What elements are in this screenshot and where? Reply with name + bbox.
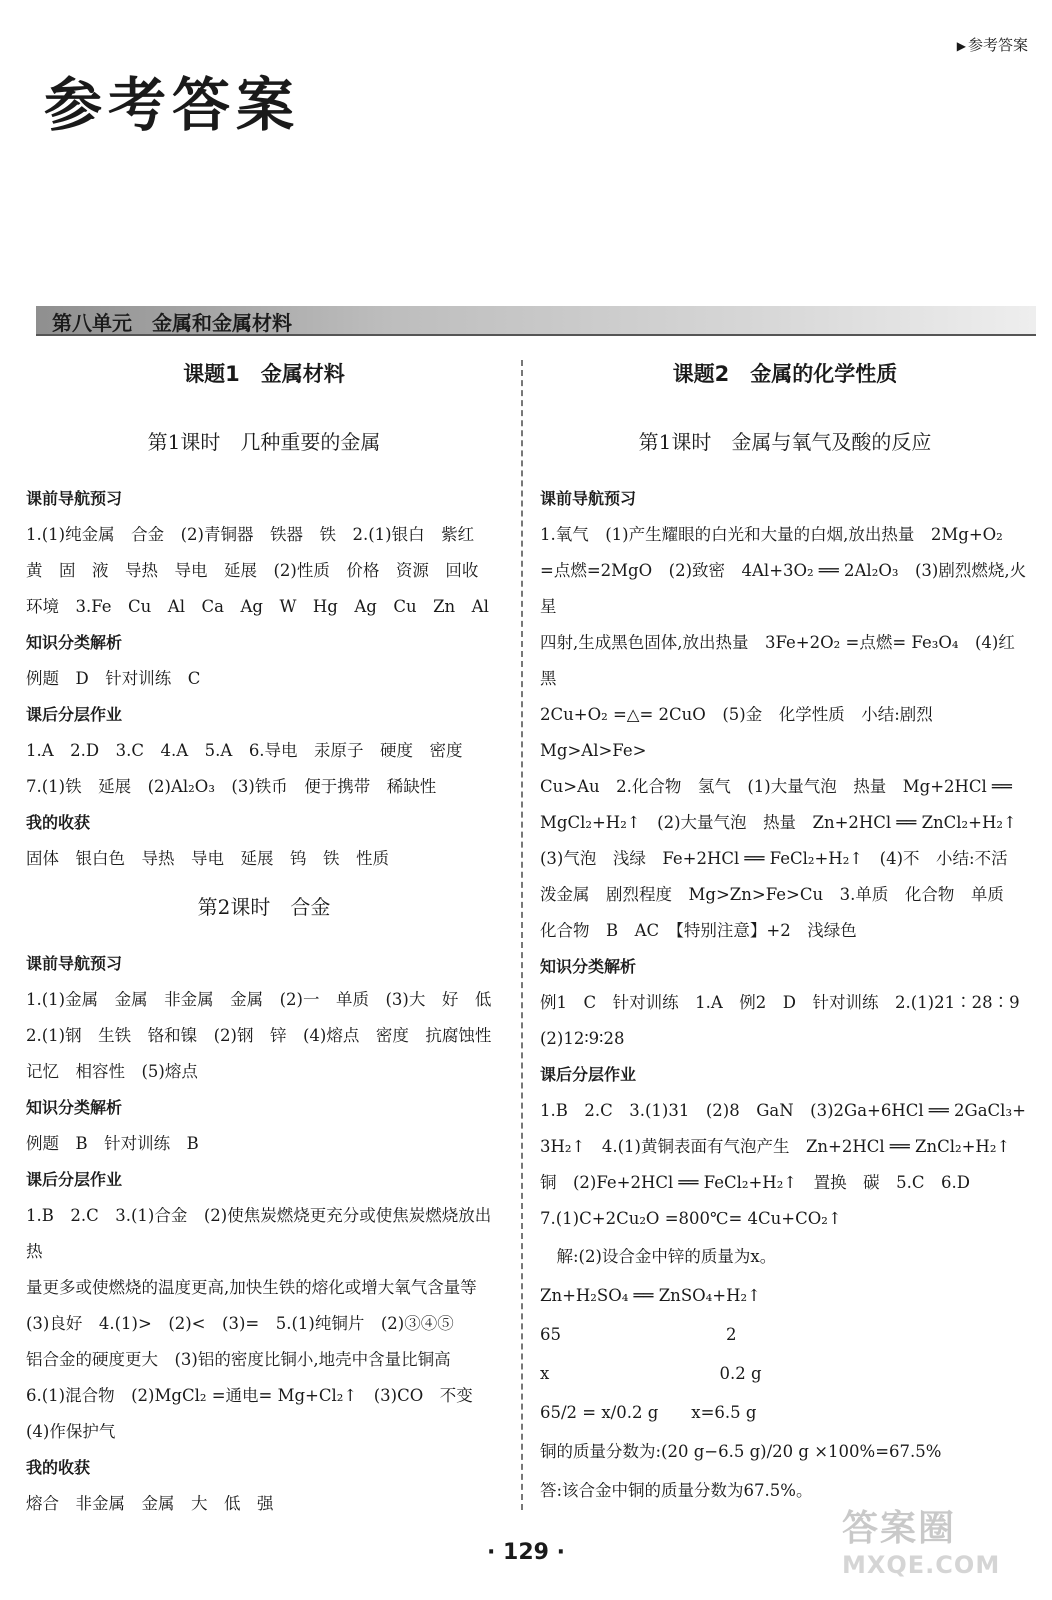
calculation-line: 65 2 [540, 1325, 737, 1344]
unit-title: 第八单元 金属和金属材料 [52, 311, 292, 335]
section-heading: 课后分层作业 [26, 1170, 123, 1189]
answer-line: 记忆 相容性 (5)熔点 [26, 1062, 198, 1081]
answer-line: =点燃=2MgO (2)致密 4Al+3O₂ ══ 2Al₂O₃ (3)剧烈燃烧,火星 [540, 561, 1027, 616]
answer-line: 环境 3.Fe Cu Al Ca Ag W Hg Ag Cu Zn Al [26, 597, 489, 616]
answer-line: 6.(1)混合物 (2)MgCl₂ =通电= Mg+Cl₂↑ (3)CO 不变 [26, 1386, 473, 1405]
watermark-logo [842, 1500, 1038, 1590]
answer-line: (3)良好 4.(1)> (2)< (3)= 5.(1)纯铜片 (2)③④⑤ [26, 1314, 454, 1333]
section-heading: 课前导航预习 [26, 489, 123, 508]
period-answers [26, 946, 502, 1522]
calculation-line: 答:该合金中铜的质量分数为67.5%。 [540, 1481, 813, 1500]
answer-line: 铜 (2)Fe+2HCl ══ FeCl₂+H₂↑ 置换 碳 5.C 6.D [540, 1173, 970, 1192]
answer-line: 2Cu+O₂ =△= 2CuO (5)金 化学性质 小结:剧烈 Mg>Al>Fe> [540, 705, 950, 760]
answer-line: 化合物 B AC 【特别注意】+2 浅绿色 [540, 921, 857, 940]
triangle-marker-icon: ▶ [956, 39, 966, 53]
calculation-line: x 0.2 g [540, 1364, 762, 1383]
corner-section-tag [957, 34, 1028, 55]
unit-banner [36, 306, 1036, 336]
section-heading: 知识分类解析 [26, 1098, 123, 1117]
page-title: 参考答案 [44, 71, 301, 139]
section-heading: 知识分类解析 [540, 957, 637, 976]
section-heading: 课前导航预习 [26, 954, 123, 973]
section-heading: 我的收获 [26, 813, 91, 832]
answer-line: 1.B 2.C 3.(1)31 (2)8 GaN (3)2Ga+6HCl ══ 2GaCl₃+ [540, 1101, 1026, 1120]
answer-line: (4)作保护气 [26, 1422, 116, 1441]
answer-line: 1.A 2.D 3.C 4.A 5.A 6.导电 汞原子 硬度 密度 [26, 741, 463, 760]
answer-line: 1.氧气 (1)产生耀眼的白光和大量的白烟,放出热量 2Mg+O₂ [540, 525, 1003, 544]
period-answers [26, 481, 502, 877]
answer-line: 例题 D 针对训练 C [26, 669, 201, 688]
right-column [540, 350, 1030, 1510]
answer-line: 泼金属 剧烈程度 Mg>Zn>Fe>Cu 3.单质 化合物 单质 [540, 885, 1004, 904]
calculation-line: 解:(2)设合金中锌的质量为x。 [540, 1247, 777, 1266]
answer-line: 四射,生成黑色固体,放出热量 3Fe+2O₂ =点燃= Fe₃O₄ (4)红 黑 [540, 633, 1032, 688]
watermark-url: MXQE.COM [842, 1551, 1001, 1579]
answer-line: 熔合 非金属 金属 大 低 强 [26, 1494, 274, 1513]
answer-line: Cu>Au 2.化合物 氢气 (1)大量气泡 热量 Mg+2HCl ══ [540, 777, 1012, 796]
answer-line: MgCl₂+H₂↑ (2)大量气泡 热量 Zn+2HCl ══ ZnCl₂+H₂↑ [540, 813, 1017, 832]
answer-line: 3H₂↑ 4.(1)黄铜表面有气泡产生 Zn+2HCl ══ ZnCl₂+H₂↑ [540, 1137, 1011, 1156]
lesson-title: 课题2 金属的化学性质 [672, 362, 898, 386]
answer-line: 7.(1)C+2Cu₂O =800℃= 4Cu+CO₂↑ [540, 1209, 842, 1228]
lesson-title: 课题1 金属材料 [183, 362, 345, 386]
answer-line: 2.(1)钢 生铁 铬和镍 (2)钢 锌 (4)熔点 密度 抗腐蚀性 [26, 1026, 492, 1045]
answer-line: 1.(1)纯金属 合金 (2)青铜器 铁器 铁 2.(1)银白 紫红 [26, 525, 475, 544]
left-column [26, 350, 502, 1522]
answer-line: 7.(1)铁 延展 (2)Al₂O₃ (3)铁币 便于携带 稀缺性 [26, 777, 437, 796]
section-heading: 课后分层作业 [26, 705, 123, 724]
period-title: 第2课时 合金 [197, 895, 331, 919]
calculation-line: Zn+H₂SO₄ ══ ZnSO₄+H₂↑ [540, 1286, 761, 1305]
section-heading: 课后分层作业 [540, 1065, 637, 1084]
answer-line: 例题 B 针对训练 B [26, 1134, 199, 1153]
answer-line: 1.B 2.C 3.(1)合金 (2)使焦炭燃烧更充分或使焦炭燃烧放出热 [26, 1206, 492, 1261]
section-heading: 知识分类解析 [26, 633, 123, 652]
watermark-text: 答案圈 [842, 1508, 957, 1549]
section-heading: 课前导航预习 [540, 489, 637, 508]
period-title: 第1课时 几种重要的金属 [147, 430, 381, 454]
period-answers [540, 481, 1030, 1237]
calculation-line: 65/2 = x/0.2 g x=6.5 g [540, 1403, 757, 1422]
calculation-line: 铜的质量分数为:(20 g−6.5 g)/20 g ×100%=67.5% [540, 1442, 942, 1461]
calculation-solution [540, 1237, 1030, 1510]
section-heading: 我的收获 [26, 1458, 91, 1477]
page-number: · 129 · [487, 1540, 565, 1565]
period-title: 第1课时 金属与氧气及酸的反应 [638, 430, 932, 454]
column-divider [521, 360, 523, 1510]
answer-line: 固体 银白色 导热 导电 延展 钨 铁 性质 [26, 849, 389, 868]
answer-line: (3)气泡 浅绿 Fe+2HCl ══ FeCl₂+H₂↑ (4)不 小结:不活 [540, 849, 1008, 868]
answer-line: 黄 固 液 导热 导电 延展 (2)性质 价格 资源 回收 [26, 561, 479, 580]
corner-tag-label: 参考答案 [967, 36, 1028, 54]
answer-line: 铝合金的硬度更大 (3)铝的密度比铜小,地壳中含量比铜高 [26, 1350, 451, 1369]
answer-line: (2)12∶9∶28 [540, 1029, 625, 1048]
answer-line: 量更多或使燃烧的温度更高,加快生铁的熔化或增大氧气含量等 [26, 1278, 477, 1297]
answer-line: 1.(1)金属 金属 非金属 金属 (2)一 单质 (3)大 好 低 [26, 990, 492, 1009]
answer-line: 例1 C 针对训练 1.A 例2 D 针对训练 2.(1)21∶28∶9 [540, 993, 1020, 1012]
